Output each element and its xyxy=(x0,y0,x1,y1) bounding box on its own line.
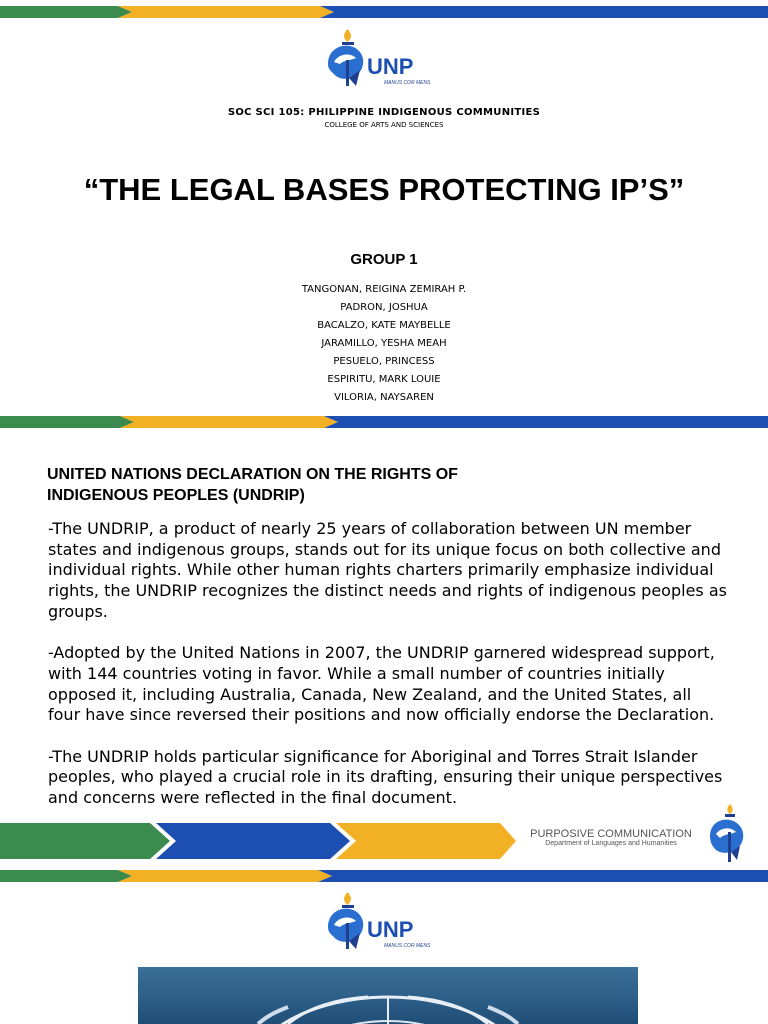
course-title: SOC SCI 105: PHILIPPINE INDIGENOUS COMMUNITIES xyxy=(227,107,541,118)
unp-seal-icon xyxy=(320,30,440,92)
unp-logo xyxy=(320,893,440,953)
paragraph: -The UNDRIP, a product of nearly 25 years of collaboration between UN member states and indigenous groups, stands out for its unique focus on both collective and individual rights. While other human rights charters primarily emphasize individual rights, the UNDRIP recognizes the distinct needs and rights of indigenous peoples as groups. xyxy=(48,519,727,621)
top-color-stripe xyxy=(0,6,768,18)
un-emblem-photo xyxy=(138,967,638,1024)
paragraph: -Adopted by the United Nations in 2007, the UNDRIP garnered widespread support, with 144 countries voting in favor. While a small number of countries initially opposed it, including Australia, Canada, New Zealand, and the United States, all four have since reversed their positions and now officially endorse the Declaration. xyxy=(48,643,715,725)
member-name: VILORIA, NAYSAREN xyxy=(334,392,434,403)
svg-text:UNP: UNP xyxy=(367,917,414,942)
unp-logo xyxy=(320,30,440,90)
member-name: JARAMILLO, YESHA MEAH xyxy=(321,338,447,349)
svg-text:MANUS COR MENS: MANUS COR MENS xyxy=(384,80,431,86)
member-list xyxy=(0,281,768,407)
member-name: ESPIRITU, MARK LOUIE xyxy=(327,374,441,385)
member-name: PESUELO, PRINCESS xyxy=(333,356,435,367)
svg-text:UNP: UNP xyxy=(367,54,414,79)
footer-title: PURPOSIVE COMMUNICATION xyxy=(530,828,692,840)
member-name: PADRON, JOSHUA xyxy=(340,302,428,313)
paragraph: -The UNDRIP holds particular significance for Aboriginal and Torres Strait Islander peoples, who played a crucial role in its drafting, ensuring their unique perspectives and concerns were reflected in the final document. xyxy=(48,746,723,808)
college-name: COLLEGE OF ARTS AND SCIENCES xyxy=(324,121,444,129)
unp-mascot-icon xyxy=(706,804,752,864)
un-emblem-icon xyxy=(138,967,638,1024)
member-name: BACALZO, KATE MAYBELLE xyxy=(317,320,451,331)
presentation-title: “THE LEGAL BASES PROTECTING IP’S” xyxy=(83,172,685,207)
section-heading: UNITED NATIONS DECLARATION ON THE RIGHTS OF INDIGENOUS PEOPLES (UNDRIP) xyxy=(47,466,458,504)
divider-color-stripe xyxy=(0,416,768,428)
footer-chevrons xyxy=(0,823,520,859)
body-text xyxy=(48,519,728,830)
unp-seal-icon xyxy=(320,893,440,955)
group-label: GROUP 1 xyxy=(350,251,418,268)
slide3-top-stripe xyxy=(0,870,768,882)
footer-department: Department of Languages and Humanities xyxy=(545,840,677,847)
svg-text:MANUS COR MENS: MANUS COR MENS xyxy=(384,943,431,949)
member-name: TANGONAN, REIGINA ZEMIRAH P. xyxy=(301,284,467,295)
footer-label xyxy=(516,828,706,847)
